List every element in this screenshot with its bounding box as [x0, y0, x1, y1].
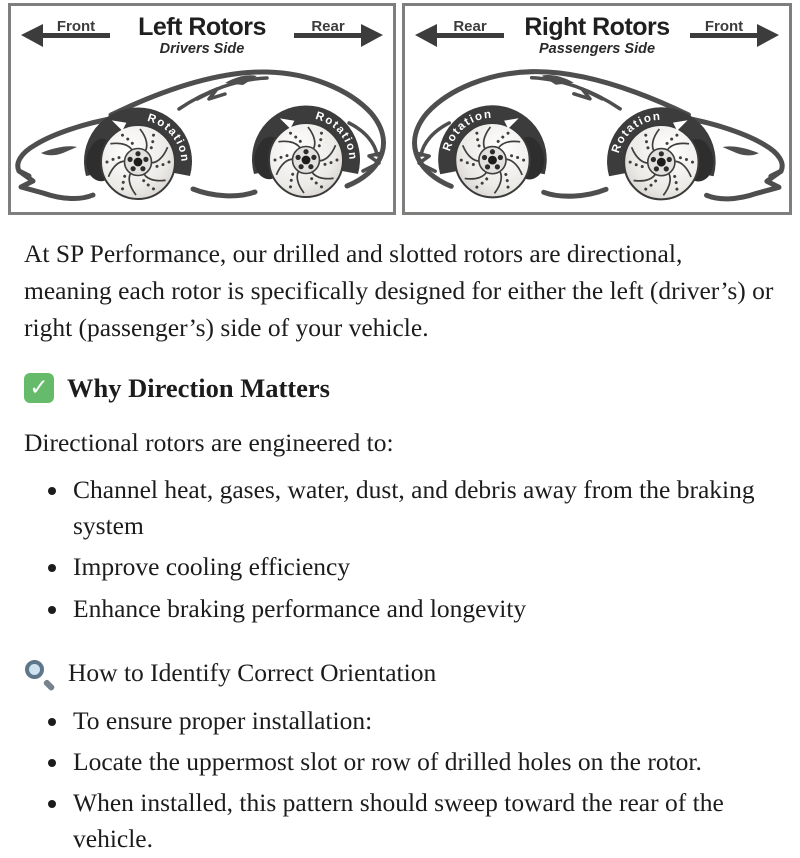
direction-text: Front [704, 18, 744, 35]
list-item: • Enhance braking performance and longevity [70, 591, 776, 627]
installation-list [24, 703, 776, 858]
rotation-label: Rotation [146, 112, 191, 164]
panel-title: Right Rotors [524, 13, 670, 41]
check-mark-icon: ✓ [24, 373, 54, 403]
direction-text: Front [56, 18, 96, 35]
panel-subtitle: Passengers Side [538, 41, 656, 58]
car-illustration-right [405, 56, 789, 212]
arrow-right-icon [361, 24, 383, 47]
direction-text: Rear [311, 18, 345, 35]
section-heading-identify-orientation [24, 657, 776, 689]
car-body-lines [415, 72, 783, 200]
left-panel-header [11, 6, 393, 60]
list-item: • When installed, this pattern should sweep toward the rear of the vehicle. [70, 785, 776, 857]
right-rotors-panel [402, 3, 792, 215]
benefits-list [24, 472, 776, 627]
rear-direction-label [415, 17, 510, 49]
magnifier-icon [24, 657, 56, 689]
rotation-label: Rotation [314, 110, 359, 162]
lead-paragraph: Directional rotors are engineered to: [24, 427, 394, 457]
list-item: • Locate the uppermost slot or row of drilled holes on the rotor. [70, 744, 776, 780]
arrow-left-icon [415, 24, 437, 47]
list-item: • Improve cooling efficiency [70, 549, 776, 585]
car-illustration-left [11, 56, 393, 212]
front-direction-label [21, 17, 116, 49]
heading-text: Why Direction Matters [67, 372, 330, 403]
document-body [0, 222, 800, 858]
panel-subtitle: Drivers Side [159, 41, 245, 58]
rotation-label: Rotation [609, 110, 662, 155]
arrow-left-icon [21, 24, 43, 47]
section-heading-why-direction-matters [24, 373, 776, 404]
front-direction-label [684, 17, 779, 49]
left-rotors-panel [8, 3, 396, 215]
arrow-right-icon [757, 24, 779, 47]
rear-direction-label [288, 17, 383, 49]
heading-text: How to Identify Correct Orientation [68, 657, 437, 687]
intro-paragraph: At SP Performance, our drilled and slotted rotors are directional, meaning each rotor is specifically designed for either the left (driver’s) or right (passenger’s) side of your vehicle. [24, 239, 774, 342]
magnifier-handle [43, 679, 55, 691]
right-panel-header [405, 6, 789, 60]
list-item: • To ensure proper installation: [70, 703, 776, 739]
rotation-label: Rotation [441, 108, 494, 153]
list-item: • Channel heat, gases, water, dust, and debris away from the braking system [70, 472, 776, 544]
rear-wheel-rotor [252, 105, 360, 197]
rotor-direction-diagram [0, 0, 800, 222]
direction-text: Rear [453, 18, 487, 35]
magnifier-lens [25, 660, 44, 679]
panel-title: Left Rotors [138, 13, 266, 41]
